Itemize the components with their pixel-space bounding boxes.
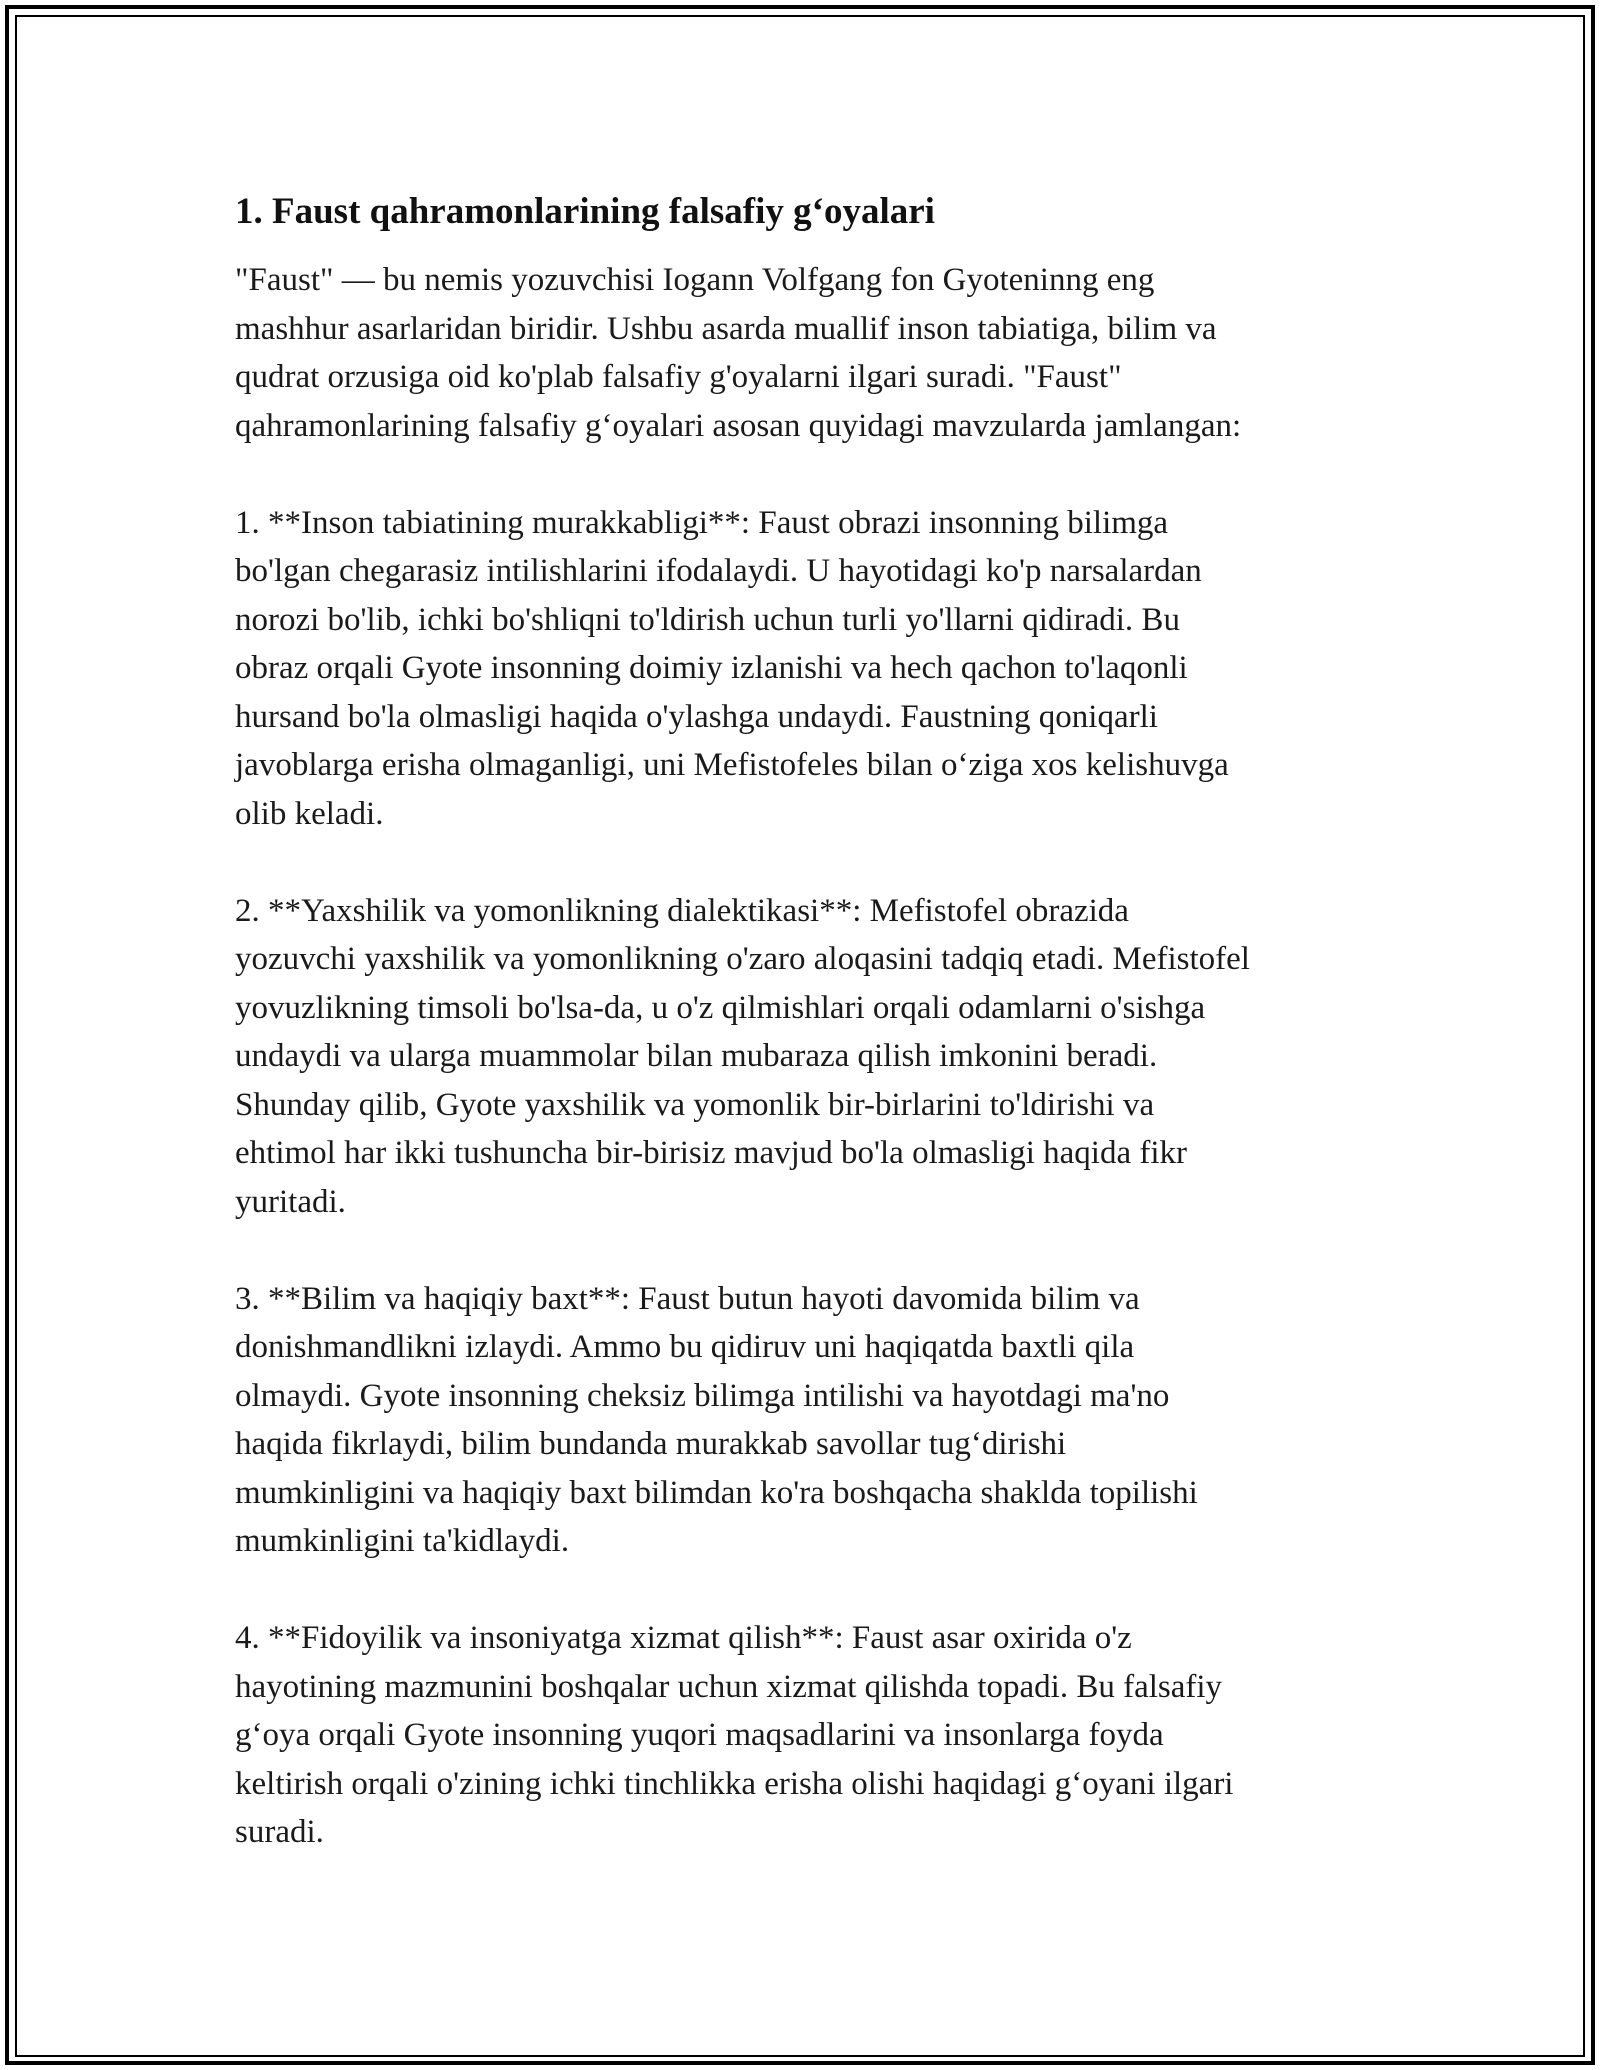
document-body <box>235 188 1365 1857</box>
point-4-paragraph: 4. **Fidoyilik va insoniyatga xizmat qilish**: Faust asar oxirida o'z hayotining mazmunini boshqalar uchun xizmat qilishda topadi. Bu falsafiy g‘oya orqali Gyote insonning yuqori maqsadlarini va insonlarga foyda keltirish orqali o'zining ichki tinchlikka erisha olishi haqidagi g‘oyani ilgari suradi. <box>235 1620 1234 1850</box>
point-3-paragraph: 3. **Bilim va haqiqiy baxt**: Faust butun hayoti davomida bilim va donishmandlikni izlaydi. Ammo bu qidiruv uni haqiqatda baxtli qila olmaydi. Gyote insonning cheksiz bilimga intilishi va hayotdagi ma'no haqida fikrlaydi, bilim bundanda murakkab savollar tug‘dirishi mumkinligini va haqiqiy baxt bilimdan ko'ra boshqacha shaklda topilishi mumkinligini ta'kidlaydi. <box>235 1280 1198 1559</box>
intro-paragraph: "Faust" — bu nemis yozuvchisi Iogann Volfgang fon Gyoteninng eng mashhur asarlaridan biridir. Ushbu asarda muallif inson tabiatiga, bilim va qudrat orzusiga oid ko'plab falsafiy g'oyalarni ilgari suradi. "Faust" qahramonlarining falsafiy g‘oyalari asosan quyidagi mavzularda jamlangan: <box>235 262 1242 444</box>
point-2-paragraph: 2. **Yaxshilik va yomonlikning dialektikasi**: Mefistofel obrazida yozuvchi yaxshilik va yomonlikning o'zaro aloqasini tadqiq etadi. Mefistofel yovuzlikning timsoli bo'lsa-da, u o'z qilmishlari orqali odamlarni o'sishga undaydi va ularga muammolar bilan mubaraza qilish imkonini beradi. Shunday qilib, Gyote yaxshilik va yomonlik bir-birlarini to'ldirishi va ehtimol har ikki tushuncha bir-birisiz mavjud bo'la olmasligi haqida fikr yuritadi. <box>235 892 1250 1220</box>
point-1-paragraph: 1. **Inson tabiatining murakkabligi**: Faust obrazi insonning bilimga bo'lgan chegarasiz intilishlarini ifodalaydi. U hayotidagi ko'p narsalardan norozi bo'lib, ichki bo'shliqni to'ldirish uchun turli yo'llarni qidiradi. Bu obraz orqali Gyote insonning doimiy izlanishi va hech qachon to'laqonli hursand bo'la olmasligi haqida o'ylashga undaydi. Faustning qoniqarli javoblarga erisha olmaganligi, uni Mefistofeles bilan o‘ziga xos kelishuvga olib keladi. <box>235 504 1229 832</box>
document-title: 1. Faust qahramonlarining falsafiy g‘oyalari <box>235 191 935 232</box>
